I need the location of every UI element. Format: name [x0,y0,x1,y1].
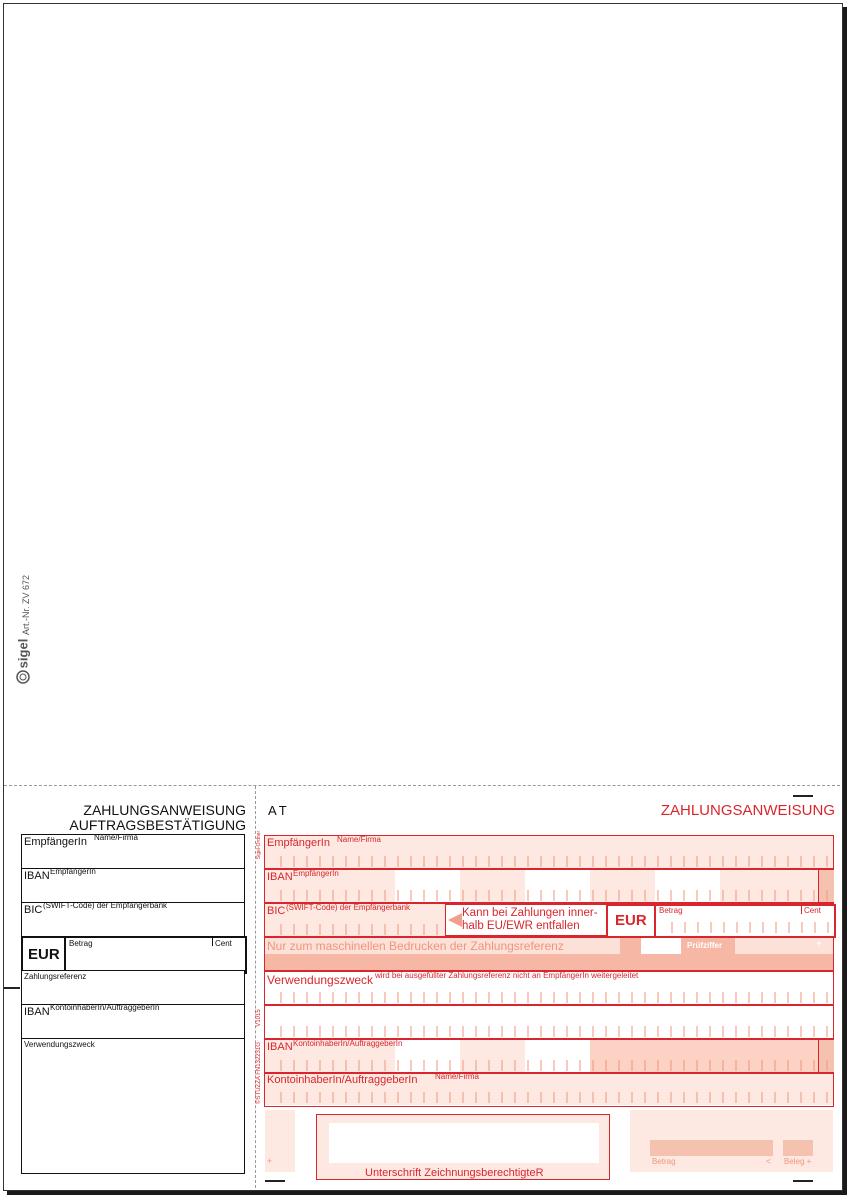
brand-article-number: Art.-Nr. ZV 672 [21,574,31,636]
receipt-title-line2: AUFTRAGSBESTÄTIGUNG [69,817,246,833]
form-bic-ticks [265,922,445,936]
receipt-purpose-label: Verwendungszweck [24,1040,95,1049]
form-iban-sup: EmpfängerIn [293,869,339,878]
form-bic-field[interactable] [265,904,445,936]
receipt-title-line1: ZAHLUNGSANWEISUNG [83,802,246,818]
receipt-reference-label: Zahlungsreferenz [24,972,87,981]
form-purpose-ticks-1 [265,990,833,1004]
form-recipient-sup: Name/Firma [337,835,382,844]
form-currency-box [606,904,658,938]
arrow-left-icon [448,913,462,927]
form-side-code-bottom: ©STUZZA FN132231G [256,1042,262,1104]
receipt-iban-field[interactable] [21,868,245,904]
form-payer-field[interactable] [265,1074,833,1105]
receipt-payer-iban-sup: KontoinhaberIn/AuftraggeberIn [50,1003,160,1012]
signature-field[interactable] [316,1114,610,1180]
footer-lt-sign: < [766,1157,771,1166]
receipt-amount-field[interactable] [64,936,247,974]
form-amount-field[interactable] [654,904,836,938]
form-eu-note-line1: Kann bei Zahlungen inner- [462,907,598,919]
receipt-currency-box [21,936,68,974]
form-eu-note-line2: halb EU/EWR entfallen [462,920,580,932]
receipt-iban-label: IBAN [24,870,50,882]
form-amount-label: Betrag [659,906,683,915]
form-recipient-field[interactable] [265,836,833,868]
receipt-payer-iban-field[interactable] [21,1004,245,1040]
receipt-recipient-label: EmpfängerIn [24,836,87,848]
form-payer-ticks [265,1090,833,1104]
form-cent-divider [801,906,802,914]
registration-mark-bottom-left [265,1180,285,1182]
receipt-cent-divider [212,938,213,946]
receipt-iban-sup: EmpfängerIn [50,867,96,876]
form-side-code-top: Sigel-Ordner [256,830,262,860]
receipt-payer-iban-label: IBAN [24,1006,50,1018]
footer-receipt-label: Beleg + [784,1157,812,1166]
form-cent-label: Cent [804,906,821,915]
form-recipient-ticks [265,854,833,868]
form-eu-note-box [445,904,607,936]
form-purpose-note: wird bei ausgefüllter Zahlungsreferenz nicht an EmpfängerIn weitergeleitet [375,971,639,980]
form-machine-reference-field[interactable] [265,938,833,970]
footer-receipt-band [783,1140,813,1156]
form-title: ZAHLUNGSANWEISUNG [660,802,835,819]
form-payer-iban-label: IBAN [267,1041,293,1053]
receipt-recipient-field[interactable] [21,834,245,870]
registration-mark-left [4,987,20,989]
form-payer-iban-sup: KontoinhaberIn/AuftraggeberIn [293,1039,403,1048]
receipt-amount-label: Betrag [69,939,93,948]
registration-mark-top-right [793,795,813,797]
brand-logo-text: sigel [15,638,31,669]
brand-sidebar [0,560,50,700]
form-iban-ticks [265,888,833,902]
receipt-currency: EUR [28,946,60,963]
form-machine-note: Nur zum maschinellen Bedrucken der Zahlungsreferenz [267,939,564,953]
receipt-cent-label: Cent [215,939,232,948]
form-purpose-label: Verwendungszweck [267,973,374,987]
receipt-purpose-field[interactable] [21,1038,245,1174]
form-bic-sup: (SWIFT-Code) der Empfängerbank [286,903,411,912]
footer-amount-band [650,1140,773,1156]
footer-amount-label: Betrag [652,1157,676,1166]
footer-plus: + [267,1156,273,1166]
form-recipient-label: EmpfängerIn [267,837,330,849]
footer-coding-area [630,1110,833,1172]
receipt-bic-label: BIC [24,904,43,916]
form-purpose-field[interactable] [265,972,833,1004]
form-payer-iban-field[interactable] [265,1040,833,1072]
perforation-horizontal [4,785,840,786]
form-iban-label: IBAN [267,871,293,883]
form-country: AT [268,803,290,818]
form-currency: EUR [615,912,647,929]
form-bic-label: BIC [267,905,286,917]
signature-label: Unterschrift ZeichnungsberechtigteR [365,1167,544,1179]
form-payer-label: KontoinhaberIn/AuftraggeberIn [267,1074,418,1086]
receipt-reference-field[interactable] [21,970,245,1006]
form-purpose-line-2[interactable] [265,1006,833,1038]
form-purpose-ticks-2 [265,1024,833,1038]
registration-mark-bottom-right [793,1180,813,1182]
form-machine-plus: + [816,939,822,950]
check-digit-box [641,938,681,954]
footer-left-box [265,1110,295,1172]
receipt-bic-sup: (SWIFT-Code) der Empfängerbank [43,901,168,910]
form-check-digit-label: Prüfziffer [687,941,723,950]
form-amount-ticks [656,920,834,934]
form-side-code-mid: V1015 [256,1009,262,1027]
form-payer-sup: Name/Firma [435,1072,480,1081]
form-iban-field[interactable] [265,870,833,902]
signature-inner-area [329,1123,599,1163]
receipt-recipient-sup: Name/Firma [94,833,139,842]
receipt-bic-field[interactable] [21,902,245,938]
form-payer-iban-ticks [265,1058,833,1072]
